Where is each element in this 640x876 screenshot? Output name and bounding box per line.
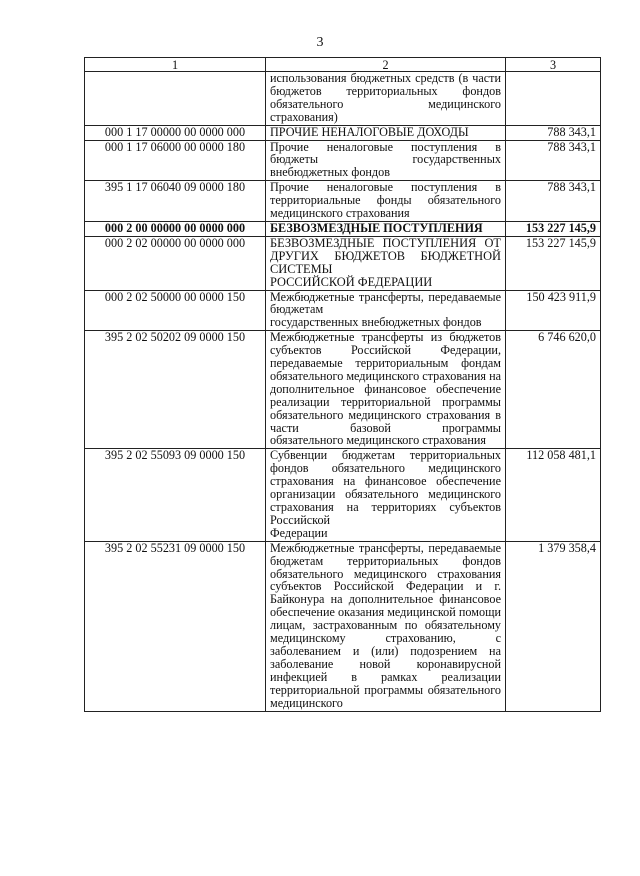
row-amount: 1 379 358,4 — [506, 541, 601, 711]
budget-revenue-table — [84, 57, 601, 712]
row-code: 000 1 17 06000 00 0000 180 — [85, 140, 266, 181]
column-header-name: 2 — [266, 58, 506, 72]
table-body — [85, 72, 601, 712]
row-name: ПРОЧИЕ НЕНАЛОГОВЫЕ ДОХОДЫ — [266, 125, 506, 140]
row-code: 000 2 00 00000 00 0000 000 — [85, 221, 266, 236]
row-amount: 788 343,1 — [506, 125, 601, 140]
row-code: 395 2 02 55231 09 0000 150 — [85, 541, 266, 711]
table-row — [85, 125, 601, 140]
row-amount: 153 227 145,9 — [506, 221, 601, 236]
row-name: Межбюджетные трансферты из бюджетов субъектов Российской Федерации, передаваемые территориальным фондам обязательного медицинского страхования на дополнительное финансовое обеспечение реализации территориальной программы обязательного медицинского страхования в части базовой программы обязательного медицинского страхования — [266, 331, 506, 449]
table-row — [85, 72, 601, 126]
row-code: 000 2 02 00000 00 0000 000 — [85, 236, 266, 290]
row-name: Субвенции бюджетам территориальных фондов обязательного медицинского страхования на финансовое обеспечение организации обязательного медицинского страхования на территориях субъектов Российской Федерации — [266, 449, 506, 541]
table-row-total — [85, 221, 601, 236]
row-code: 395 2 02 50202 09 0000 150 — [85, 331, 266, 449]
row-code: 000 1 17 00000 00 0000 000 — [85, 125, 266, 140]
table-header-row — [85, 58, 601, 72]
column-header-amount: 3 — [506, 58, 601, 72]
row-name: БЕЗВОЗМЕЗДНЫЕ ПОСТУПЛЕНИЯ — [266, 221, 506, 236]
row-amount: 788 343,1 — [506, 181, 601, 222]
table-row — [85, 236, 601, 290]
row-amount: 6 746 620,0 — [506, 331, 601, 449]
row-name: Межбюджетные трансферты, передаваемые бюджетам государственных внебюджетных фондов — [266, 290, 506, 331]
row-code — [85, 72, 266, 126]
table-row — [85, 140, 601, 181]
row-amount — [506, 72, 601, 126]
table-row — [85, 331, 601, 449]
row-amount: 112 058 481,1 — [506, 449, 601, 541]
row-name: использования бюджетных средств (в части бюджетов территориальных фондов обязательного медицинского страхования) — [266, 72, 506, 126]
row-code: 000 2 02 50000 00 0000 150 — [85, 290, 266, 331]
row-name: Прочие неналоговые поступления в территориальные фонды обязательного медицинского страхования — [266, 181, 506, 222]
table-row — [85, 449, 601, 541]
table-row — [85, 290, 601, 331]
row-code: 395 2 02 55093 09 0000 150 — [85, 449, 266, 541]
row-name: БЕЗВОЗМЕЗДНЫЕ ПОСТУПЛЕНИЯ ОТ ДРУГИХ БЮДЖЕТОВ БЮДЖЕТНОЙ СИСТЕМЫ РОССИЙСКОЙ ФЕДЕРАЦИИ — [266, 236, 506, 290]
page-number: 3 — [316, 35, 324, 50]
row-amount: 788 343,1 — [506, 140, 601, 181]
row-code: 395 1 17 06040 09 0000 180 — [85, 181, 266, 222]
row-amount: 153 227 145,9 — [506, 236, 601, 290]
table-row — [85, 541, 601, 711]
row-amount: 150 423 911,9 — [506, 290, 601, 331]
table-row — [85, 181, 601, 222]
row-name: Прочие неналоговые поступления в бюджеты государственных внебюджетных фондов — [266, 140, 506, 181]
row-name: Межбюджетные трансферты, передаваемые бюджетам территориальных фондов обязательного медицинского страхования субъектов Российской Федерации и г. Байконура на дополнительное финансовое обеспечение оказания медицинской помощи лицам, застрахованным по обязательному медицинскому страхованию, с заболеванием и (или) подозрением на заболевание новой коронавирусной инфекцией в рамках реализации территориальной программы обязательного медицинского — [266, 541, 506, 711]
column-header-code: 1 — [85, 58, 266, 72]
